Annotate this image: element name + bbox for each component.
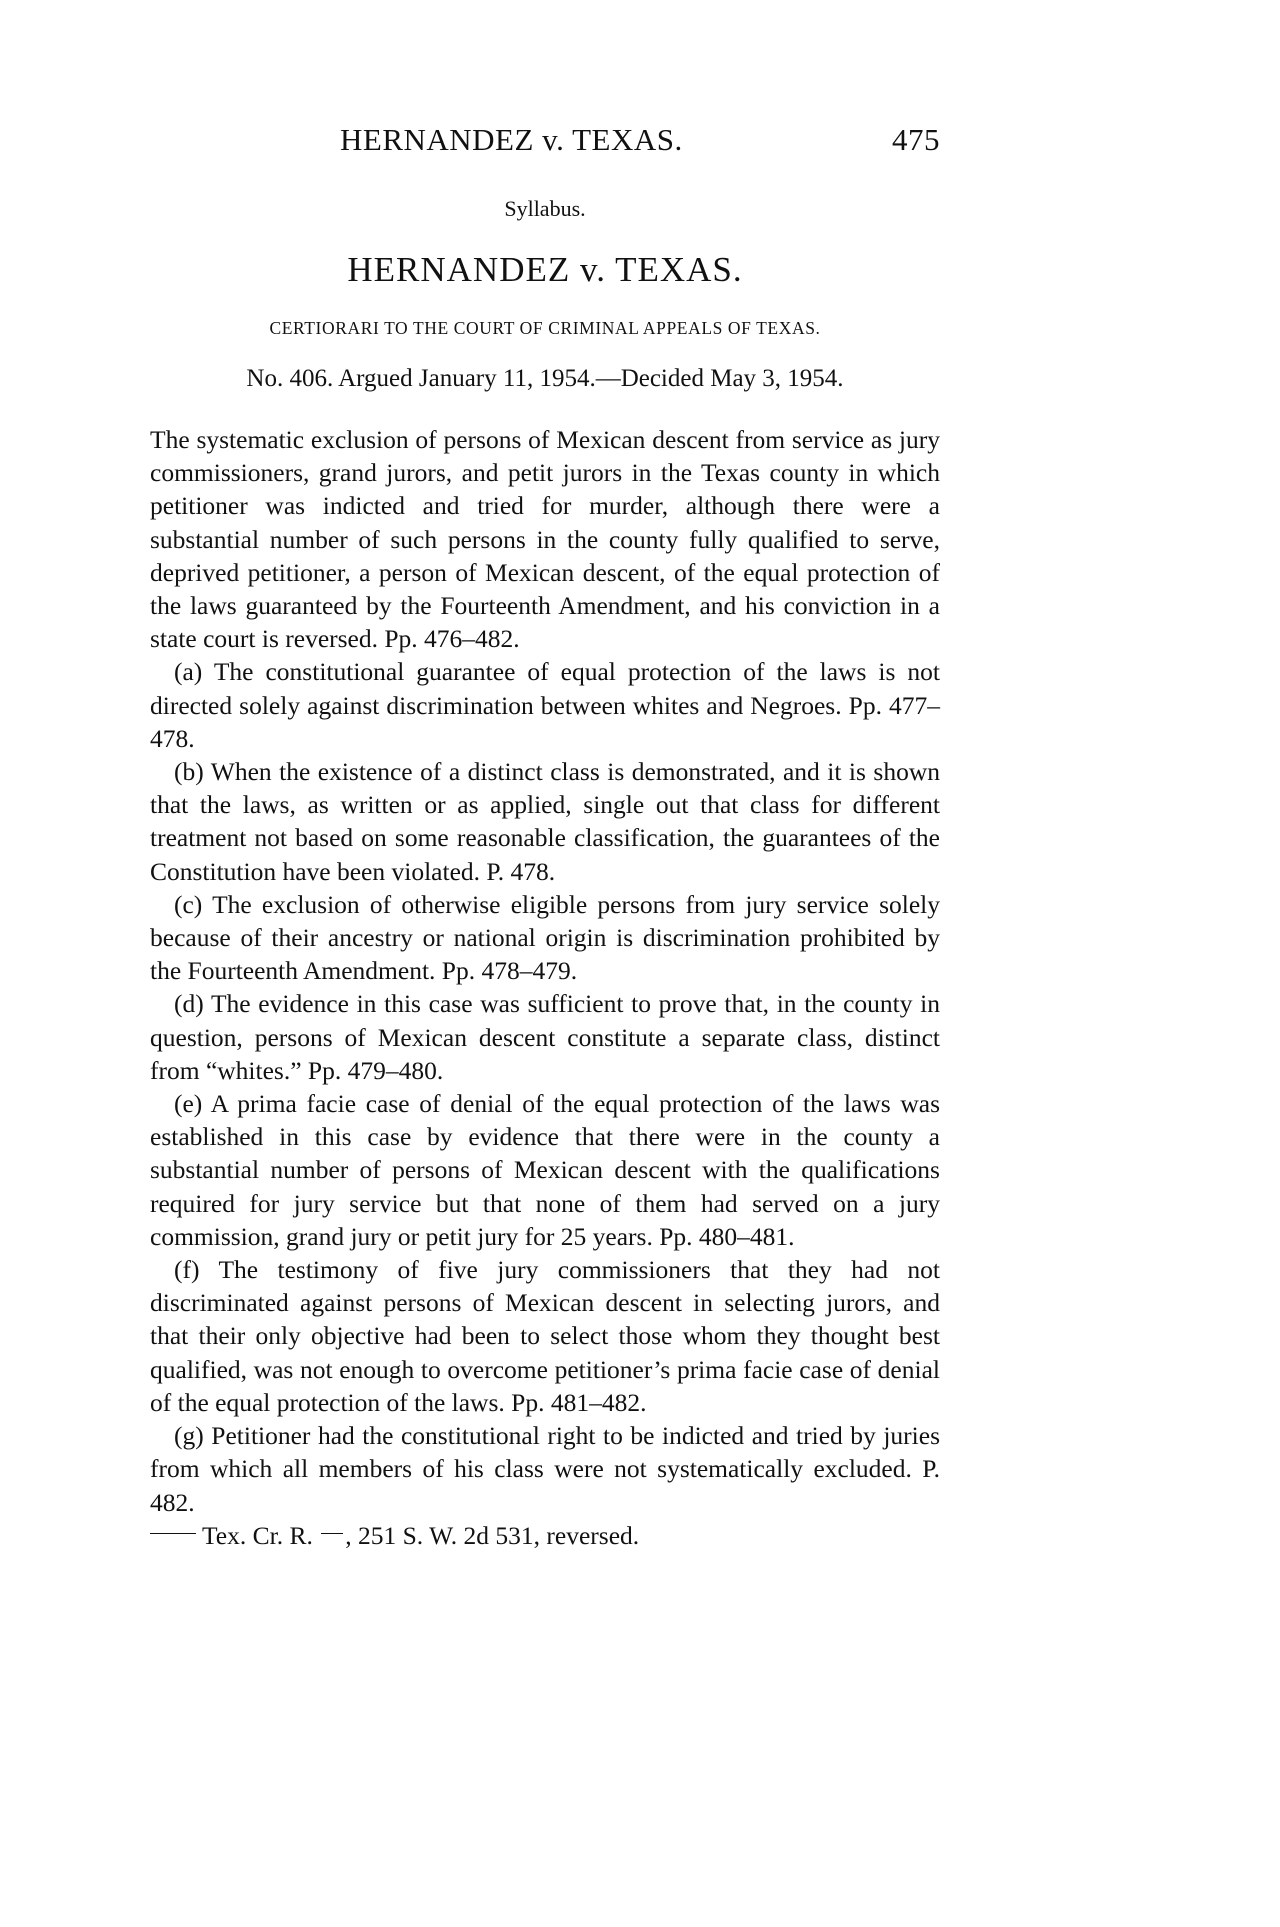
syllabus-point-d: (d) The evidence in this case was sufficient to prove that, in the county in question, persons of Mexican descent constitute a separate class, distinct from “whites.” Pp. 479–480. [150, 989, 940, 1085]
page [150, 0, 940, 1927]
case-title: HERNANDEZ v. TEXAS. [347, 250, 743, 289]
syllabus-point-b: (b) When the existence of a distinct class is demonstrated, and it is shown that the laws, as written or as applied, single out that class for different treatment not based on some reasonable classification, the guarantees of the Constitution have been violated. P. 478. [150, 757, 940, 886]
leading-dash [150, 1533, 196, 1534]
syllabus-point-e: (e) A prima facie case of denial of the equal protection of the laws was established in this case by evidence that there were in the county a substantial number of persons of Mexican descent with the qualifications required for jury service but that none of them had served on a jury commission, grand jury or petit jury for 25 years. Pp. 480–481. [150, 1089, 940, 1251]
certiorari-line: CERTIORARI TO THE COURT OF CRIMINAL APPEALS OF TEXAS. [269, 318, 821, 338]
blank-dash [321, 1533, 343, 1534]
disposition-suffix: , 251 S. W. 2d 531, reversed. [345, 1520, 640, 1550]
syllabus-body [150, 423, 940, 1552]
running-head [150, 122, 940, 162]
syllabus-point-f: (f) The testimony of five jury commissioners that they had not discriminated against persons of Mexican descent in selecting jurors, and that their only objective had been to select those whom they thought best qualified, was not enough to overcome petitioner’s prima facie case of denial of the equal protection of the laws. Pp. 481–482. [150, 1255, 940, 1417]
disposition-line [150, 1519, 940, 1552]
section-label: Syllabus. [504, 196, 586, 221]
syllabus-point-c: (c) The exclusion of otherwise eligible persons from jury service solely because of their ancestry or national origin is discrimination prohibited by the Fourteenth Amendment. Pp. 478–479. [150, 889, 940, 986]
page-number: 475 [892, 122, 940, 157]
syllabus-intro: The systematic exclusion of persons of Mexican descent from service as jury commissioners, grand jurors, and petit jurors in the Texas county in which petitioner was indicted and tried for murder, although there were a substantial number of such persons in the county fully qualified to serve, deprived petitioner, a person of Mexican descent, of the equal protection of the laws guaranteed by the Fourteenth Amendment, and his conviction in a state court is reversed. Pp. 476–482. [150, 425, 940, 654]
syllabus-point-a: (a) The constitutional guarantee of equal protection of the laws is not directed solely against discrimination between whites and Negroes. Pp. 477–478. [150, 657, 940, 753]
running-title: HERNANDEZ v. TEXAS. [340, 122, 683, 157]
disposition-prefix: Tex. Cr. R. [202, 1520, 313, 1550]
syllabus-point-g: (g) Petitioner had the constitutional right to be indicted and tried by juries from which all members of his class were not systematically excluded. P. 482. [150, 1421, 940, 1517]
docket-line: No. 406. Argued January 11, 1954.—Decided May 3, 1954. [246, 365, 844, 392]
